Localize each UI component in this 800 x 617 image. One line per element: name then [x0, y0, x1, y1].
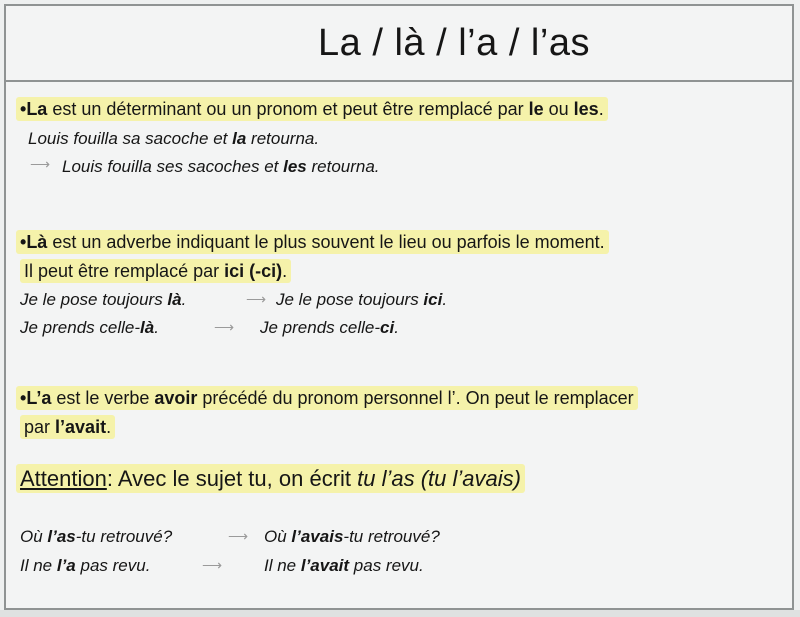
example-la-accent-1: [20, 290, 186, 310]
example-keyword: la: [232, 129, 247, 148]
rule-la-accent-2: [20, 261, 291, 282]
attention-note: [16, 466, 525, 492]
example-text: .: [394, 318, 399, 337]
keyword-les: les: [573, 99, 599, 119]
rule-text: est le verbe: [51, 388, 155, 408]
example-text: retourna.: [246, 129, 320, 148]
example-text: -tu retrouvé?: [343, 527, 440, 546]
attention-text: : Avec le sujet tu, on écrit: [106, 466, 358, 491]
rule-text: ou: [543, 99, 574, 119]
arrow-icon: ⟶: [214, 319, 235, 335]
example-keyword: l’avait: [300, 556, 350, 575]
example-text: -tu retrouvé?: [75, 527, 173, 546]
rule-text: .: [598, 99, 604, 119]
example-l-as-1-replaced: [264, 527, 440, 547]
example-text: Où: [264, 527, 292, 546]
example-keyword: l’a: [56, 556, 76, 575]
attention-label: Attention: [20, 466, 107, 491]
example-text: Je prends celle-: [20, 318, 141, 337]
example-text: .: [181, 290, 187, 309]
keyword-la: La: [26, 99, 48, 119]
example-keyword: là: [167, 290, 182, 309]
arrow-icon: ⟶: [202, 557, 223, 573]
example-l-as-2: [20, 556, 150, 576]
example-text: retourna.: [306, 157, 380, 176]
keyword-le: le: [528, 99, 544, 119]
keyword-la-accent: Là: [26, 232, 48, 252]
attention-italic: tu l’as (tu l’avais): [357, 466, 521, 491]
keyword-ici: ici (-ci): [224, 261, 283, 281]
example-la-accent-2-replaced: [260, 318, 399, 338]
example-la-accent-2: [20, 318, 159, 338]
rule-text: est un déterminant ou un pronom et peut être remplacé par: [47, 99, 529, 119]
rule-text: Il peut être remplacé par: [24, 261, 225, 281]
example-text: Il ne: [264, 556, 301, 575]
keyword-avoir: avoir: [154, 388, 198, 408]
example-keyword: ci: [380, 318, 395, 337]
example-text: Je le pose toujours: [20, 290, 168, 309]
example-l-as-1: [20, 527, 172, 547]
page-title: La / là / l’a / l’as: [318, 22, 590, 64]
arrow-icon: ⟶: [30, 156, 51, 172]
rule-la: [16, 99, 608, 120]
rule-text: par: [24, 417, 56, 437]
example-keyword: les: [283, 157, 307, 176]
example-la-1: [28, 129, 319, 149]
arrow-icon: ⟶: [246, 291, 267, 307]
example-text: Il ne: [20, 556, 57, 575]
example-la-accent-1-replaced: [276, 290, 447, 310]
example-l-as-2-replaced: [264, 556, 424, 576]
example-text: Louis fouilla sa sacoche et: [28, 129, 233, 148]
bullet: •: [20, 99, 27, 119]
arrow-icon: ⟶: [228, 528, 249, 544]
example-text: .: [154, 318, 159, 337]
rule-text: .: [282, 261, 288, 281]
keyword-l-a: L’a: [26, 388, 52, 408]
rule-l-a-2: [20, 417, 115, 438]
rule-la-accent: [16, 232, 609, 253]
example-text: Je le pose toujours: [276, 290, 424, 309]
example-keyword: l’as: [47, 527, 76, 546]
example-text: Louis fouilla ses sacoches et: [62, 157, 284, 176]
example-text: pas revu.: [75, 556, 151, 575]
rule-text: .: [106, 417, 112, 437]
content-frame: [4, 4, 794, 610]
title-box: [6, 6, 792, 82]
example-text: Où: [20, 527, 48, 546]
example-text: pas revu.: [349, 556, 424, 575]
example-la-2: [62, 157, 380, 177]
rule-text: précédé du pronom personnel l’. On peut le remplacer: [197, 388, 634, 408]
bullet: •: [20, 232, 27, 252]
example-keyword: l’avais: [291, 527, 344, 546]
keyword-l-avait: l’avait: [55, 417, 107, 437]
example-text: .: [442, 290, 448, 309]
example-keyword: là: [140, 318, 155, 337]
example-keyword: ici: [423, 290, 443, 309]
rule-text: est un adverbe indiquant le plus souvent le lieu ou parfois le moment.: [47, 232, 605, 252]
rule-l-a: [16, 388, 638, 409]
example-text: Je prends celle-: [260, 318, 381, 337]
bullet: •: [20, 388, 27, 408]
page-edge: [0, 610, 800, 617]
